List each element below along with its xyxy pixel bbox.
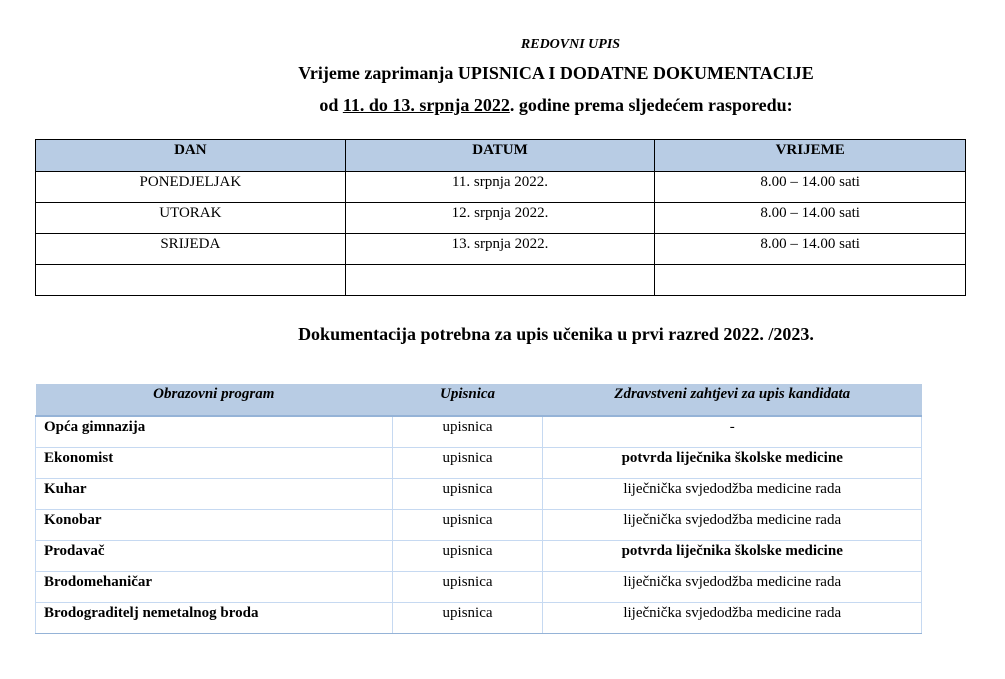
day-cell: PONEDJELJAK <box>36 172 346 203</box>
date-range-prefix: od <box>319 95 343 115</box>
table-row <box>36 172 966 203</box>
table-row <box>36 203 966 234</box>
date-cell <box>345 265 655 296</box>
program-cell: Opća gimnazija <box>36 416 393 447</box>
form-cell: upisnica <box>392 509 543 540</box>
documentation-table <box>35 384 922 634</box>
program-cell: Konobar <box>36 509 393 540</box>
date-range-suffix: . godine prema sljedećem rasporedu: <box>509 95 793 115</box>
subtitle: Vrijeme zaprimanja UPISNICA I DODATNE DOKUMENTACIJE <box>298 63 814 83</box>
column-header-datum: DATUM <box>345 140 655 172</box>
column-header-health: Zdravstveni zahtjevi za upis kandidata <box>543 384 922 416</box>
table-row <box>36 265 966 296</box>
date-range: 11. do 13. srpnja 2022 <box>342 95 510 115</box>
documentation-title: Dokumentacija potrebna za upis učenika u prvi razred 2022. /2023. <box>298 324 814 344</box>
program-cell: Kuhar <box>36 478 393 509</box>
program-cell: Ekonomist <box>36 447 393 478</box>
table-row <box>36 571 922 602</box>
column-header-program: Obrazovni program <box>36 384 393 416</box>
date-cell: 12. srpnja 2022. <box>345 203 655 234</box>
program-cell: Brodomehaničar <box>36 571 393 602</box>
section-title: REDOVNI UPIS <box>520 37 621 52</box>
health-cell: potvrda liječnika školske medicine <box>543 447 922 478</box>
time-cell: 8.00 – 14.00 sati <box>655 172 966 203</box>
date-range-line <box>0 95 1005 116</box>
form-cell: upisnica <box>392 478 543 509</box>
column-header-dan: DAN <box>36 140 346 172</box>
table-row <box>36 416 922 447</box>
day-cell <box>36 265 346 296</box>
schedule-table <box>35 139 966 296</box>
program-cell: Brodograditelj nemetalnog broda <box>36 602 393 633</box>
form-cell: upisnica <box>392 602 543 633</box>
health-cell: - <box>543 416 922 447</box>
date-cell: 13. srpnja 2022. <box>345 234 655 265</box>
health-cell: liječnička svjedodžba medicine rada <box>543 509 922 540</box>
form-cell: upisnica <box>392 416 543 447</box>
table-row <box>36 234 966 265</box>
day-cell: UTORAK <box>36 203 346 234</box>
program-cell: Prodavač <box>36 540 393 571</box>
column-header-vrijeme: VRIJEME <box>655 140 966 172</box>
table-row <box>36 447 922 478</box>
column-header-upisnica: Upisnica <box>392 384 543 416</box>
table-row <box>36 602 922 633</box>
docs-header-row <box>36 384 922 416</box>
health-cell: liječnička svjedodžba medicine rada <box>543 602 922 633</box>
time-cell: 8.00 – 14.00 sati <box>655 234 966 265</box>
health-cell: liječnička svjedodžba medicine rada <box>543 571 922 602</box>
table-row <box>36 509 922 540</box>
time-cell: 8.00 – 14.00 sati <box>655 203 966 234</box>
form-cell: upisnica <box>392 447 543 478</box>
health-cell: potvrda liječnika školske medicine <box>543 540 922 571</box>
date-cell: 11. srpnja 2022. <box>345 172 655 203</box>
health-cell: liječnička svjedodžba medicine rada <box>543 478 922 509</box>
table-row <box>36 478 922 509</box>
form-cell: upisnica <box>392 540 543 571</box>
schedule-header-row <box>36 140 966 172</box>
day-cell: SRIJEDA <box>36 234 346 265</box>
time-cell <box>655 265 966 296</box>
table-row <box>36 540 922 571</box>
form-cell: upisnica <box>392 571 543 602</box>
